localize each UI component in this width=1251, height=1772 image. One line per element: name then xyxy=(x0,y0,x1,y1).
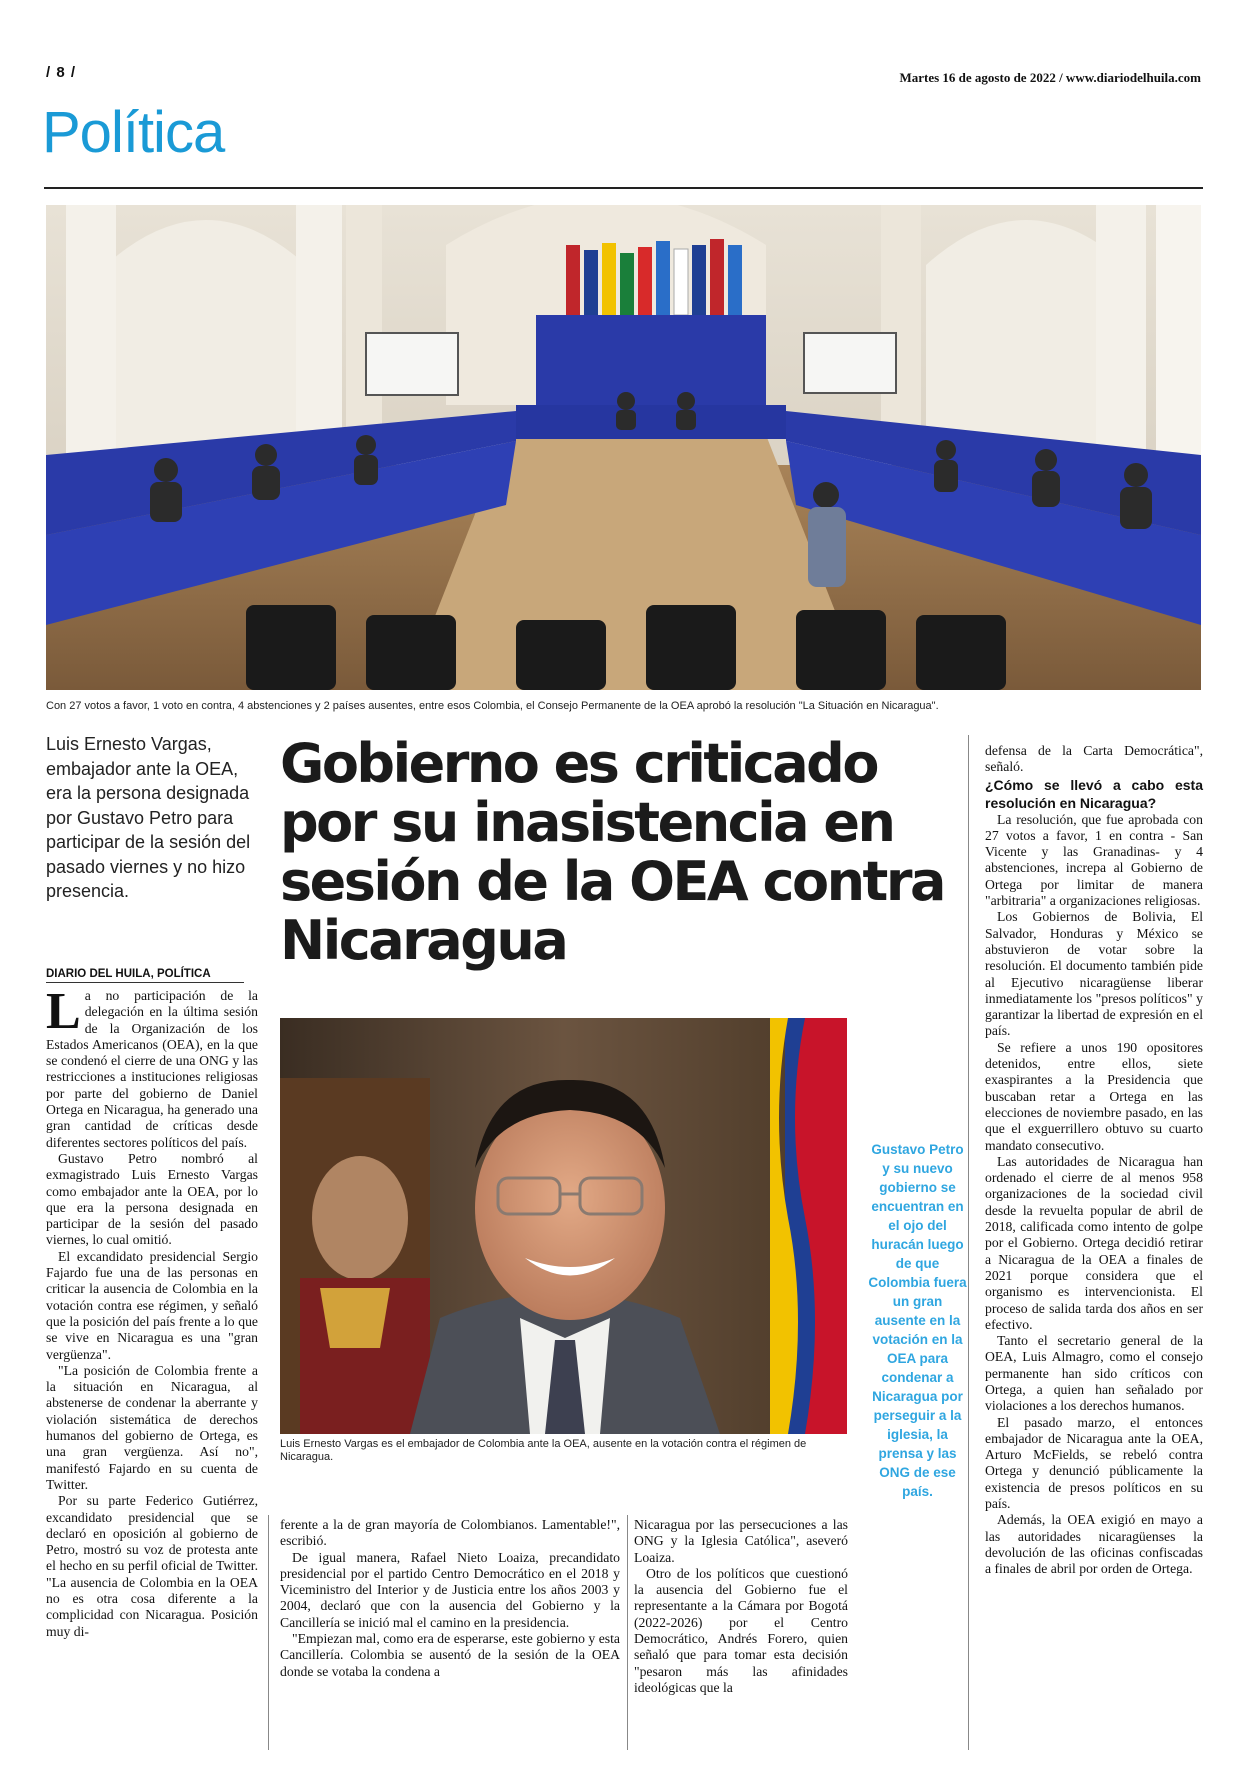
body-paragraph: La resolución, que fue aprobada con 27 votos a favor, 1 en contra - San Vicente y las Granadinas- y 4 abstenciones, increpa al Gobierno de Ortega por limitar de manera "arbitraria" a organizaciones religiosas. xyxy=(985,811,1203,909)
body-paragraph: La no participación de la delegación en la última sesión de la Organización de los Estados Americanos (OEA), en la que se condenó el cierre de una ONG y las restricciones a instituciones religiosas por parte del gobierno de Daniel Ortega en Nicaragua, ha generado una gran cantidad de críticas desde diferentes sectores políticos del país. xyxy=(46,983,258,1150)
body-paragraph: Se refiere a unos 190 opositores detenidos, entre ellos, siete exaspirantes a la Presidencia que buscaban retar a Ortega en las elecciones de noviembre pasado, en las que el exguerrillero obtuvo su cuarto mandato consecutivo. xyxy=(985,1039,1203,1153)
portrait-caption: Luis Ernesto Vargas es el embajador de Colombia ante la OEA, ausente en la votación contra el régimen de Nicaragua. xyxy=(280,1438,807,1463)
column-divider xyxy=(268,1515,269,1750)
body-paragraph: Además, la OEA exigió en mayo a las autoridades nicaragüenses la devolución de las oficinas confiscadas a finales de abril por orden de Ortega. xyxy=(985,1512,1203,1577)
body-paragraph: Gustavo Petro nombró al exmagistrado Luis Ernesto Vargas como embajador ante la OEA, por lo que era la persona designada en participar de la sesión del pasado viernes, lo cual omitió. xyxy=(46,1150,258,1248)
header-rule xyxy=(44,187,1203,189)
pull-quote: Gustavo Petro y su nuevo gobierno se encuentran en el ojo del huracán luego de que Colombia fuera un gran ausente en la votación en la OEA para condenar a Nicaragua por perseguir a la iglesia, la prensa y las ONG de ese país. xyxy=(868,1142,967,1499)
body-column-1 xyxy=(46,983,258,1640)
body-column-4 xyxy=(985,743,1203,1578)
body-paragraph: defensa de la Carta Democrática", señaló. xyxy=(985,743,1203,775)
body-column-2 xyxy=(280,1517,620,1680)
oea-session-photo xyxy=(46,205,1201,690)
top-photo-caption: Con 27 votos a favor, 1 voto en contra, 4 abstenciones y 2 países ausentes, entre esos Colombia, el Consejo Permanente de la OEA aprobó la resolución "La Situación en Nicaragua". xyxy=(46,700,939,712)
body-paragraph: Por su parte Federico Gutiérrez, excandidato presidencial que se declaró en oposición al gobierno de Petro, mostró su voz de protesta ante el hecho en su perfil oficial de Twitter. "La ausencia de Colombia en la OEA no es otra cosa diferente a la complicidad con Nicaragua. Posición muy di- xyxy=(46,1493,258,1639)
dateline: Martes 16 de agosto de 2022 / www.diariodelhuila.com xyxy=(899,70,1201,85)
subheading: ¿Cómo se llevó a cabo esta resolución en Nicaragua? xyxy=(985,776,1203,811)
page-number: / 8 / xyxy=(46,64,77,81)
body-paragraph: Tanto el secretario general de la OEA, Luis Almagro, como el consejo permanente han sido críticos con Ortega, a quien han señalado por violaciones a los derechos humanos. xyxy=(985,1333,1203,1414)
body-paragraph: Nicaragua por las persecuciones a las ONG y la Iglesia Católica", aseveró Loaiza. xyxy=(634,1517,848,1565)
body-paragraph: Las autoridades de Nicaragua han ordenado el cierre de al menos 958 organizaciones de la sociedad civil desde la revuelta popular de abril de 2018, calificada como intento de golpe por el Gobierno. Ortega decidió retirar a Nicaragua de la OEA a finales de 2021 porque considera que el organismo es intervencionista. El proceso de salida tarda dos años en ser efectivo. xyxy=(985,1153,1203,1332)
body-paragraph: "Empiezan mal, como era de esperarse, este gobierno y esta Cancillería. Colombia se ausentó de la sesión de la OEA donde se votaba la condena a xyxy=(280,1631,620,1679)
byline: DIARIO DEL HUILA, POLÍTICA xyxy=(46,968,244,983)
body-paragraph: Los Gobiernos de Bolivia, El Salvador, Honduras y México se abstuvieron de votar sobre la resolución. El documento también pide al Ejecutivo nicaragüense liberar inmediatamente los "presos políticos" y garantizar la libertad de expresión en el país. xyxy=(985,909,1203,1039)
body-column-3 xyxy=(634,1517,848,1696)
column-divider xyxy=(627,1515,628,1750)
drop-cap: L xyxy=(46,983,81,1040)
article-lead: Luis Ernesto Vargas, embajador ante la OEA, era la persona designada por Gustavo Petro para participar de la sesión del pasado viernes y no hizo presencia. xyxy=(46,734,251,901)
article-headline: Gobierno es criticado por su inasistencia en sesión de la OEA contra Nicaragua xyxy=(280,732,944,972)
body-paragraph: El pasado marzo, el entonces embajador de Nicaragua ante la OEA, Arturo McFields, se rebeló contra Ortega y denunció públicamente la existencia de presos políticos en su país. xyxy=(985,1414,1203,1512)
body-paragraph: De igual manera, Rafael Nieto Loaiza, precandidato presidencial por el partido Centro Democrático en el 2018 y Viceministro del Interior y de Justicia entre los años 2003 y 2004, declaró que con la ausencia del Gobierno y la Cancillería se inició mal el camino en la presidencia. xyxy=(280,1549,620,1630)
body-paragraph: "La posición de Colombia frente a la situación en Nicaragua, al abstenerse de condenar la aberrante y violación sistemática de derechos humanos del gobierno de Ortega, es una gran vergüenza. Así no", manifestó Fajardo en su cuenta de Twitter. xyxy=(46,1362,258,1492)
section-title: Política xyxy=(42,100,225,165)
body-paragraph: Otro de los políticos que cuestionó la ausencia del Gobierno fue el representante a la Cámara por Bogotá (2022-2026) por el Centro Democrático, Andrés Forero, quien señaló que para tomar esta decisión "pesaron más las afinidades ideológicas que la xyxy=(634,1565,848,1695)
ambassador-portrait-photo xyxy=(280,1018,847,1434)
body-paragraph: El excandidato presidencial Sergio Fajardo fue una de las personas en criticar la ausencia de Colombia en la votación contra ese régimen, y señaló que la posición del país frente a lo que se vive en Nicaragua es una "gran vergüenza". xyxy=(46,1248,258,1362)
body-paragraph: ferente a la de gran mayoría de Colombianos. Lamentable!", escribió. xyxy=(280,1517,620,1549)
